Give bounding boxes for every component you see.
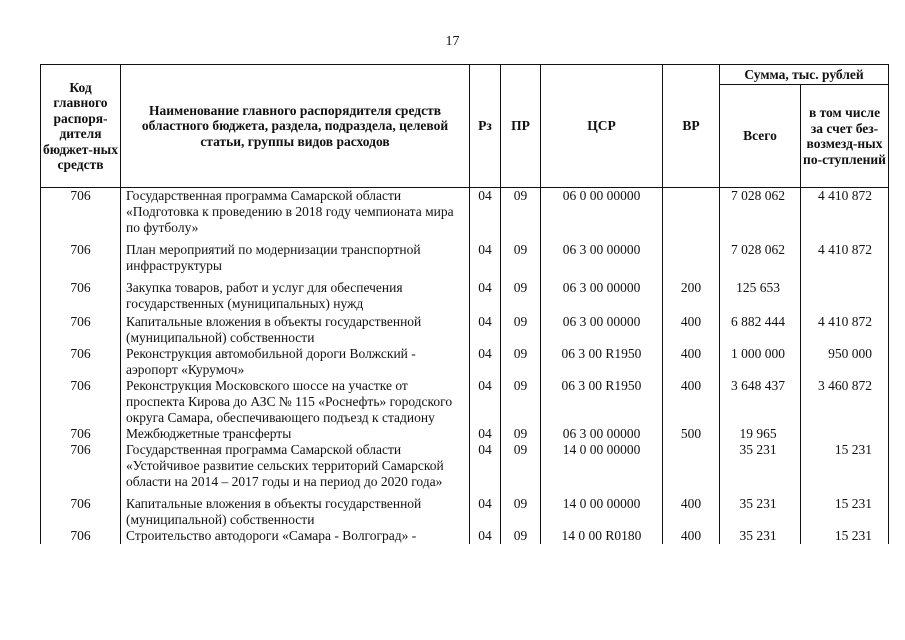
- cell-total: 3 648 437: [720, 378, 801, 426]
- cell-csr: 06 3 00 00000: [541, 236, 663, 274]
- cell-total: 19 965: [720, 426, 801, 442]
- cell-gratis: 15 231: [801, 490, 889, 528]
- cell-code: 706: [41, 346, 121, 378]
- cell-name: Межбюджетные трансферты: [121, 426, 470, 442]
- cell-csr: 06 3 00 00000: [541, 312, 663, 346]
- cell-gratis: 15 231: [801, 528, 889, 544]
- table-row: [41, 188, 889, 237]
- cell-total: 35 231: [720, 442, 801, 490]
- cell-vr: 400: [663, 378, 720, 426]
- cell-csr: 14 0 00 00000: [541, 442, 663, 490]
- cell-pr: 09: [501, 312, 541, 346]
- cell-name: Реконструкция автомобильной дороги Волжский - аэропорт «Курумоч»: [121, 346, 470, 378]
- cell-vr: [663, 188, 720, 237]
- cell-rz: 04: [470, 274, 501, 312]
- cell-code: 706: [41, 312, 121, 346]
- cell-name: Государственная программа Самарской области «Устойчивое развитие сельских территорий Самарской области на 2014 – 2017 годы и на период до 2020 года»: [121, 442, 470, 490]
- cell-total: 35 231: [720, 490, 801, 528]
- cell-csr: 06 3 00 R1950: [541, 378, 663, 426]
- header-csr: ЦСР: [541, 65, 663, 188]
- cell-rz: 04: [470, 378, 501, 426]
- cell-csr: 06 3 00 00000: [541, 426, 663, 442]
- cell-vr: 500: [663, 426, 720, 442]
- cell-rz: 04: [470, 312, 501, 346]
- table-row: [41, 442, 889, 490]
- cell-code: 706: [41, 274, 121, 312]
- cell-total: 6 882 444: [720, 312, 801, 346]
- cell-rz: 04: [470, 528, 501, 544]
- cell-code: 706: [41, 188, 121, 237]
- cell-code: 706: [41, 528, 121, 544]
- cell-code: 706: [41, 236, 121, 274]
- cell-gratis: 4 410 872: [801, 188, 889, 237]
- cell-pr: 09: [501, 426, 541, 442]
- cell-pr: 09: [501, 528, 541, 544]
- cell-total: 7 028 062: [720, 188, 801, 237]
- cell-pr: 09: [501, 346, 541, 378]
- cell-rz: 04: [470, 346, 501, 378]
- header-gratis: в том числе за счет без-возмезд-ных по-ступлений: [801, 85, 889, 188]
- cell-vr: [663, 442, 720, 490]
- cell-vr: 400: [663, 490, 720, 528]
- cell-pr: 09: [501, 442, 541, 490]
- cell-csr: 14 0 00 00000: [541, 490, 663, 528]
- cell-name: Реконструкция Московского шоссе на участке от проспекта Кирова до АЗС № 115 «Роснефть» городского округа Самара, обеспечивающего подъезд к стадиону: [121, 378, 470, 426]
- cell-name: Капитальные вложения в объекты государственной (муниципальной) собственности: [121, 490, 470, 528]
- cell-gratis: [801, 274, 889, 312]
- cell-csr: 06 0 00 00000: [541, 188, 663, 237]
- table-row: [41, 426, 889, 442]
- cell-csr: 06 3 00 00000: [541, 274, 663, 312]
- cell-total: 35 231: [720, 528, 801, 544]
- cell-gratis: 3 460 872: [801, 378, 889, 426]
- budget-table: [40, 64, 889, 544]
- cell-vr: 400: [663, 346, 720, 378]
- cell-pr: 09: [501, 188, 541, 237]
- header-vr: ВР: [663, 65, 720, 188]
- header-name: Наименование главного распорядителя средств областного бюджета, раздела, подраздела, целевой статьи, группы видов расходов: [121, 65, 470, 188]
- cell-total: 1 000 000: [720, 346, 801, 378]
- header-sum: Сумма, тыс. рублей: [720, 65, 889, 85]
- cell-gratis: 950 000: [801, 346, 889, 378]
- cell-gratis: 4 410 872: [801, 312, 889, 346]
- cell-code: 706: [41, 378, 121, 426]
- page-number: 17: [445, 34, 460, 49]
- table-row: [41, 346, 889, 378]
- table-row: [41, 274, 889, 312]
- cell-name: Капитальные вложения в объекты государственной (муниципальной) собственности: [121, 312, 470, 346]
- table-row: [41, 236, 889, 274]
- cell-name: Закупка товаров, работ и услуг для обеспечения государственных (муниципальных) нужд: [121, 274, 470, 312]
- cell-name: План мероприятий по модернизации транспортной инфраструктуры: [121, 236, 470, 274]
- table-row: [41, 378, 889, 426]
- cell-rz: 04: [470, 490, 501, 528]
- cell-pr: 09: [501, 378, 541, 426]
- cell-code: 706: [41, 442, 121, 490]
- cell-gratis: [801, 426, 889, 442]
- header-pr: ПР: [501, 65, 541, 188]
- cell-pr: 09: [501, 236, 541, 274]
- table-row: [41, 490, 889, 528]
- cell-total: 7 028 062: [720, 236, 801, 274]
- cell-name: Государственная программа Самарской области «Подготовка к проведению в 2018 году чемпионата мира по футболу»: [121, 188, 470, 237]
- cell-total: 125 653: [720, 274, 801, 312]
- cell-vr: 200: [663, 274, 720, 312]
- cell-vr: 400: [663, 528, 720, 544]
- cell-vr: [663, 236, 720, 274]
- header-total: Всего: [720, 85, 801, 188]
- cell-rz: 04: [470, 442, 501, 490]
- table-row: [41, 528, 889, 544]
- table-row: [41, 312, 889, 346]
- cell-pr: 09: [501, 274, 541, 312]
- cell-gratis: 15 231: [801, 442, 889, 490]
- header-rz: Рз: [470, 65, 501, 188]
- cell-rz: 04: [470, 236, 501, 274]
- cell-csr: 06 3 00 R1950: [541, 346, 663, 378]
- cell-vr: 400: [663, 312, 720, 346]
- cell-csr: 14 0 00 R0180: [541, 528, 663, 544]
- cell-gratis: 4 410 872: [801, 236, 889, 274]
- cell-pr: 09: [501, 490, 541, 528]
- cell-name: Строительство автодороги «Самара - Волгоград» -: [121, 528, 470, 544]
- cell-rz: 04: [470, 426, 501, 442]
- header-code: Код главного распоря-дителя бюджет-ных средств: [41, 65, 121, 188]
- cell-code: 706: [41, 490, 121, 528]
- cell-rz: 04: [470, 188, 501, 237]
- cell-code: 706: [41, 426, 121, 442]
